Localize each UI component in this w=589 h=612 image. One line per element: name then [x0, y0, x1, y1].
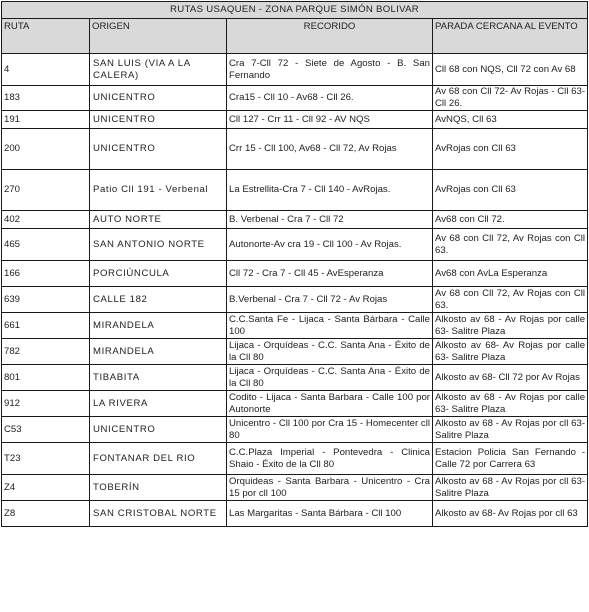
table-row: [2, 54, 588, 86]
ruta-cell: 200: [2, 129, 90, 170]
recorrido-cell: Cll 72 - Cra 7 - Cll 45 - AvEsperanza: [227, 261, 433, 287]
parada-cell: AvRojas con Cll 63: [433, 129, 588, 170]
origen-cell: Patio Cll 191 - Verbenal: [90, 170, 227, 211]
parada-cell: Alkosto av 68- Av Rojas por calle 63- Salitre Plaza: [433, 339, 588, 365]
ruta-cell: 191: [2, 111, 90, 129]
ruta-cell: 661: [2, 313, 90, 339]
recorrido-cell: La Estrellita-Cra 7 - Cll 140 - AvRojas.: [227, 170, 433, 211]
origen-cell: SAN LUIS (VIA A LA CALERA): [90, 54, 227, 86]
origen-cell: TOBERÍN: [90, 475, 227, 501]
parada-cell: Av68 con AvLa Esperanza: [433, 261, 588, 287]
table-row: [2, 129, 588, 170]
parada-cell: AvRojas con Cll 63: [433, 170, 588, 211]
recorrido-cell: Cra15 - Cll 10 - Av68 - Cll 26.: [227, 86, 433, 111]
ruta-cell: 465: [2, 229, 90, 261]
parada-cell: Av 68 con Cll 72, Av Rojas con Cll 63.: [433, 229, 588, 261]
routes-table: [1, 1, 588, 527]
origen-cell: AUTO NORTE: [90, 211, 227, 229]
table-row: [2, 391, 588, 417]
ruta-cell: 166: [2, 261, 90, 287]
ruta-cell: 639: [2, 287, 90, 313]
table-row: [2, 111, 588, 129]
ruta-cell: 782: [2, 339, 90, 365]
recorrido-cell: Las Margaritas - Santa Bárbara - Cll 100: [227, 501, 433, 527]
parada-cell: Alkosto av 68 - Av Rojas por calle 63- Salitre Plaza: [433, 391, 588, 417]
parada-cell: Estacion Policia San Fernando - Calle 72 por Carrera 63: [433, 443, 588, 475]
table-row: [2, 339, 588, 365]
table-row: [2, 417, 588, 443]
ruta-cell: 183: [2, 86, 90, 111]
recorrido-cell: Autonorte-Av cra 19 - Cll 100 - Av Rojas.: [227, 229, 433, 261]
table-row: [2, 443, 588, 475]
parada-cell: Av 68 con Cll 72, Av Rojas con Cll 63.: [433, 287, 588, 313]
recorrido-cell: B. Verbenal - Cra 7 - Cll 72: [227, 211, 433, 229]
origen-cell: UNICENTRO: [90, 86, 227, 111]
parada-cell: Alkosto av 68- Av Rojas por cll 63: [433, 501, 588, 527]
origen-cell: UNICENTRO: [90, 111, 227, 129]
origen-cell: MIRANDELA: [90, 313, 227, 339]
ruta-cell: 402: [2, 211, 90, 229]
recorrido-cell: Cll 127 - Crr 11 - Cll 92 - AV NQS: [227, 111, 433, 129]
table-row: [2, 86, 588, 111]
origen-cell: LA RIVERA: [90, 391, 227, 417]
recorrido-cell: Codito - Lijaca - Santa Barbara - Calle 100 por Autonorte: [227, 391, 433, 417]
table-row: [2, 287, 588, 313]
table-title: RUTAS USAQUEN - ZONA PARQUE SIMÓN BOLIVAR: [2, 2, 588, 19]
table-row: [2, 170, 588, 211]
recorrido-cell: Crr 15 - Cll 100, Av68 - Cll 72, Av Rojas: [227, 129, 433, 170]
routes-sheet: [1, 1, 588, 527]
origen-cell: SAN CRISTOBAL NORTE: [90, 501, 227, 527]
parada-cell: AvNQS, Cll 63: [433, 111, 588, 129]
origen-cell: FONTANAR DEL RIO: [90, 443, 227, 475]
table-row: [2, 501, 588, 527]
ruta-cell: 270: [2, 170, 90, 211]
table-row: [2, 229, 588, 261]
table-row: [2, 211, 588, 229]
ruta-cell: C53: [2, 417, 90, 443]
column-header-recorrido: RECORIDO: [227, 19, 433, 54]
column-header-origen: ORIGEN: [90, 19, 227, 54]
origen-cell: SAN ANTONIO NORTE: [90, 229, 227, 261]
ruta-cell: 4: [2, 54, 90, 86]
parada-cell: Alkosto av 68 - Av Rojas por cll 63- Salitre Plaza: [433, 475, 588, 501]
parada-cell: Cll 68 con NQS, Cll 72 con Av 68: [433, 54, 588, 86]
origen-cell: MIRANDELA: [90, 339, 227, 365]
ruta-cell: 801: [2, 365, 90, 391]
origen-cell: PORCIÚNCULA: [90, 261, 227, 287]
table-row: [2, 365, 588, 391]
recorrido-cell: C.C.Santa Fe - Lijaca - Santa Bárbara - Calle 100: [227, 313, 433, 339]
table-row: [2, 313, 588, 339]
ruta-cell: T23: [2, 443, 90, 475]
table-row: [2, 475, 588, 501]
recorrido-cell: Unicentro - Cll 100 por Cra 15 - Homecenter cll 80: [227, 417, 433, 443]
recorrido-cell: B.Verbenal - Cra 7 - Cll 72 - Av Rojas: [227, 287, 433, 313]
recorrido-cell: Lijaca - Orquídeas - C.C. Santa Ana - Éxito de la Cll 80: [227, 365, 433, 391]
parada-cell: Alkosto av 68 - Av Rojas por calle 63- Salitre Plaza: [433, 313, 588, 339]
ruta-cell: 912: [2, 391, 90, 417]
recorrido-cell: Orquideas - Santa Barbara - Unicentro - Cra 15 por cll 100: [227, 475, 433, 501]
origen-cell: UNICENTRO: [90, 417, 227, 443]
origen-cell: CALLE 182: [90, 287, 227, 313]
origen-cell: TIBABITA: [90, 365, 227, 391]
table-row: [2, 261, 588, 287]
parada-cell: Av 68 con Cll 72- Av Rojas - Cll 63- Cll 26.: [433, 86, 588, 111]
table-body: [2, 54, 588, 527]
parada-cell: Alkosto av 68 - Av Rojas por cll 63- Salitre Plaza: [433, 417, 588, 443]
recorrido-cell: C.C.Plaza Imperial - Pontevedra - Clinica Shaio - Éxito de la Cll 80: [227, 443, 433, 475]
column-header-parada: PARADA CERCANA AL EVENTO: [433, 19, 588, 54]
parada-cell: Av68 con Cll 72.: [433, 211, 588, 229]
parada-cell: Alkosto av 68- Cll 72 por Av Rojas: [433, 365, 588, 391]
recorrido-cell: Cra 7-Cll 72 - Siete de Agosto - B. San Fernando: [227, 54, 433, 86]
origen-cell: UNICENTRO: [90, 129, 227, 170]
ruta-cell: Z8: [2, 501, 90, 527]
column-header-ruta: RUTA: [2, 19, 90, 54]
ruta-cell: Z4: [2, 475, 90, 501]
recorrido-cell: Lijaca - Orquídeas - C.C. Santa Ana - Éxito de la Cll 80: [227, 339, 433, 365]
